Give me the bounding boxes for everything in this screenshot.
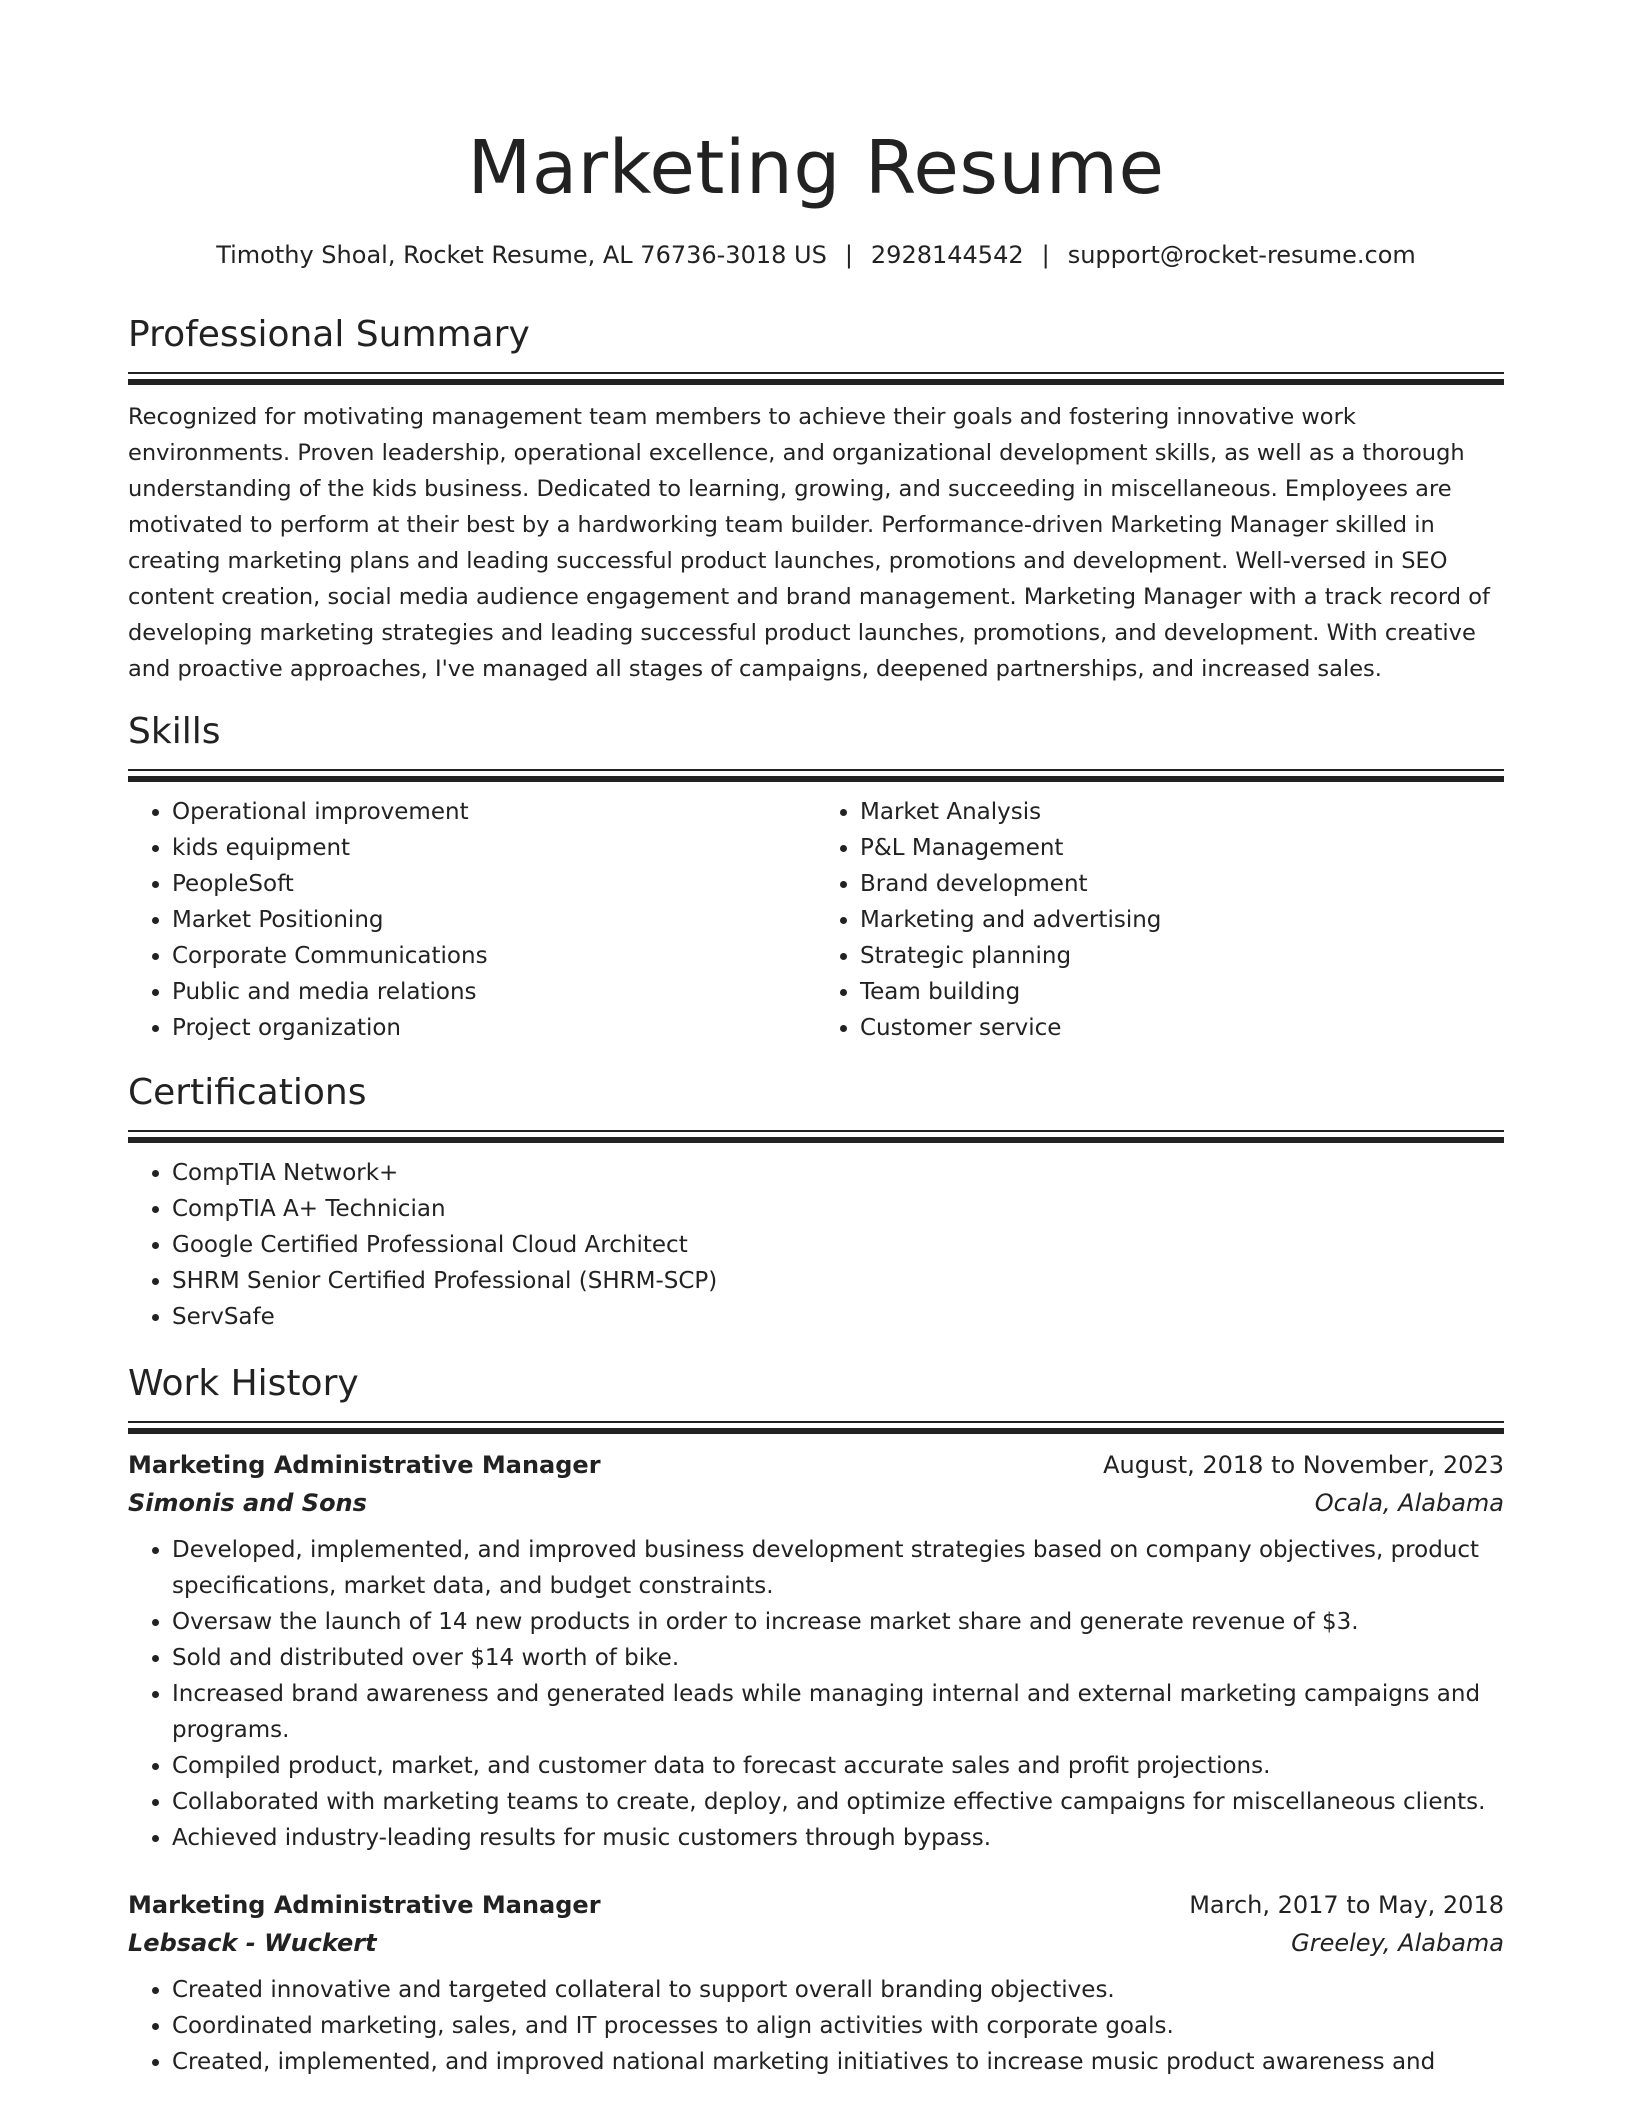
skills-list-left	[128, 794, 816, 1046]
skill-item: • Market Positioning	[172, 902, 816, 938]
job-entry	[128, 1446, 1504, 1856]
skill-item: • Project organization	[172, 1010, 816, 1046]
job-bullet: • Collaborated with marketing teams to create, deploy, and optimize effective campaigns for miscellaneous clients.	[172, 1784, 1504, 1820]
certification-item: • ServSafe	[172, 1299, 1504, 1335]
skill-item: • kids equipment	[172, 830, 816, 866]
job-company: Simonis and Sons	[128, 1489, 367, 1517]
section-divider	[128, 769, 1504, 782]
skill-item: • Public and media relations	[172, 974, 816, 1010]
job-bullet: • Compiled product, market, and customer data to forecast accurate sales and profit projections.	[172, 1748, 1504, 1784]
job-header	[128, 1446, 1504, 1484]
skill-item: • Team building	[860, 974, 1504, 1010]
job-title: Marketing Administrative Manager	[128, 1451, 601, 1479]
certification-item: • Google Certified Professional Cloud Architect	[172, 1227, 1504, 1263]
job-bullet: • Achieved industry-leading results for music customers through bypass.	[172, 1820, 1504, 1856]
summary-section	[128, 312, 1504, 687]
job-subheader	[128, 1484, 1504, 1522]
job-company: Lebsack - Wuckert	[128, 1929, 377, 1957]
job-title: Marketing Administrative Manager	[128, 1891, 601, 1919]
skill-item: • PeopleSoft	[172, 866, 816, 902]
certification-item: • CompTIA Network+	[172, 1155, 1504, 1191]
contact-email: support@rocket-resume.com	[1067, 241, 1416, 269]
skills-list-right	[816, 794, 1504, 1046]
job-header	[128, 1886, 1504, 1924]
job-dates: August, 2018 to November, 2023	[1103, 1451, 1504, 1479]
skills-heading: Skills	[128, 711, 221, 752]
job-bullet: • Developed, implemented, and improved business development strategies based on company objectives, product specifications, market data, and budget constraints.	[172, 1532, 1504, 1604]
skill-item: • Customer service	[860, 1010, 1504, 1046]
contact-address: Timothy Shoal, Rocket Resume, AL 76736-3018 US	[216, 241, 827, 269]
certifications-section	[128, 1070, 1504, 1335]
section-divider	[128, 372, 1504, 385]
work-history-heading: Work History	[128, 1363, 359, 1404]
skills-grid	[128, 782, 1504, 1046]
section-divider	[128, 1130, 1504, 1143]
contact-phone: 2928144542	[870, 241, 1024, 269]
resume-title: Marketing Resume	[467, 125, 1165, 211]
skill-item: • P&L Management	[860, 830, 1504, 866]
job-bullet: • Created innovative and targeted collateral to support overall branding objectives.	[172, 1972, 1504, 2008]
job-location: Greeley, Alabama	[1291, 1929, 1504, 1957]
job-bullet-list	[128, 1532, 1504, 1856]
job-bullet-list	[128, 1972, 1504, 2080]
skill-item: • Brand development	[860, 866, 1504, 902]
skill-item: • Operational improvement	[172, 794, 816, 830]
certification-item: • CompTIA A+ Technician	[172, 1191, 1504, 1227]
skill-item: • Market Analysis	[860, 794, 1504, 830]
job-bullet: • Coordinated marketing, sales, and IT processes to align activities with corporate goals.	[172, 2008, 1504, 2044]
contact-separator: |	[1041, 241, 1050, 269]
certifications-list	[128, 1155, 1504, 1335]
section-divider	[128, 1421, 1504, 1434]
job-bullet: • Created, implemented, and improved national marketing initiatives to increase music product awareness and	[172, 2044, 1504, 2080]
work-history-section	[128, 1361, 1504, 2080]
job-subheader	[128, 1924, 1504, 1962]
job-bullet: • Increased brand awareness and generated leads while managing internal and external marketing campaigns and programs.	[172, 1676, 1504, 1748]
job-bullet: • Sold and distributed over $14 worth of bike.	[172, 1640, 1504, 1676]
certification-item: • SHRM Senior Certified Professional (SHRM-SCP)	[172, 1263, 1504, 1299]
contact-line	[128, 238, 1504, 272]
summary-heading: Professional Summary	[128, 314, 530, 355]
job-dates: March, 2017 to May, 2018	[1189, 1891, 1504, 1919]
skills-section	[128, 709, 1504, 1046]
skill-item: • Marketing and advertising	[860, 902, 1504, 938]
certifications-heading: Certifications	[128, 1072, 367, 1113]
job-entry	[128, 1886, 1504, 2080]
job-bullet: • Oversaw the launch of 14 new products in order to increase market share and generate revenue of $3.	[172, 1604, 1504, 1640]
contact-separator: |	[844, 241, 853, 269]
skill-item: • Strategic planning	[860, 938, 1504, 974]
skill-item: • Corporate Communications	[172, 938, 816, 974]
job-location: Ocala, Alabama	[1314, 1489, 1504, 1517]
summary-text: Recognized for motivating management team members to achieve their goals and fostering innovative work environments. Proven leadership, operational excellence, and organizational development skills, as well as a thorough understanding of the kids business. Dedicated to learning, growing, and succeeding in miscellaneous. Employees are motivated to perform at their best by a hardworking team builder. Performance-driven Marketing Manager skilled in creating marketing plans and leading successful product launches, promotions and development. Well-versed in SEO content creation, social media audience engagement and brand management. Marketing Manager with a track record of developing marketing strategies and leading successful product launches, promotions, and development. With creative and proactive approaches, I've managed all stages of campaigns, deepened partnerships, and increased sales.	[128, 404, 1490, 682]
